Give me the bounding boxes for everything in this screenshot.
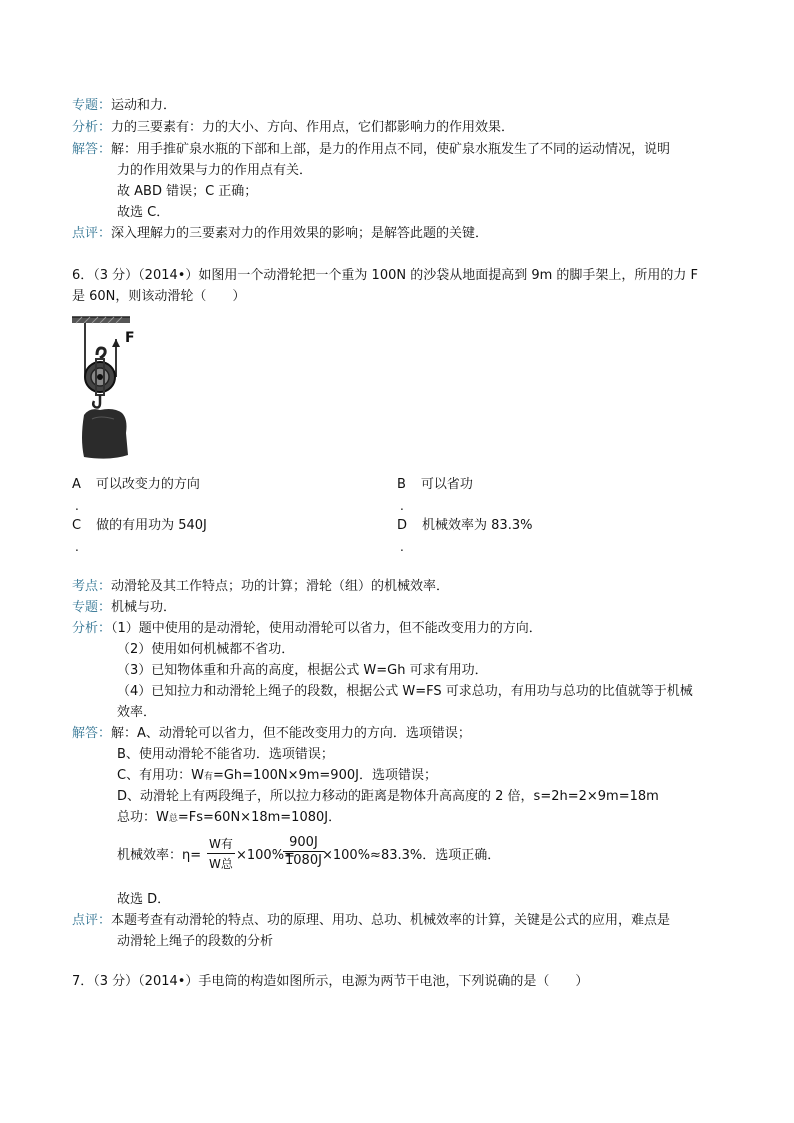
efficiency-fraction-numeric: $\frac{900J}{1080J}$	[285, 835, 322, 868]
q5-fenxi: 分析：力的三要素有：力的大小、方向、作用点，它们都影响力的作用效果．	[72, 120, 515, 135]
q6-fenxi-line5: 效率．	[117, 705, 157, 720]
sandbag-shape	[82, 409, 128, 459]
q6-jieda-line5: 总功：W总=Fs=60N×18m=1080J．	[117, 810, 342, 825]
q5-dianping: 点评：深入理解力的三要素对力的作用效果的影响；是解答此题的关键．	[72, 226, 489, 241]
option-b[interactable]: B 可以省功	[397, 477, 473, 492]
q6-zhuanti: 专题：机械与功．	[72, 600, 177, 615]
efficiency-mid: ×100%=	[236, 848, 295, 863]
q6-jieda-line3: C、有用功：W有=Gh=100N×9m=900J．选项错误；	[117, 768, 437, 783]
q5-jieda-line3: 故 ABD 错误；C 正确；	[117, 184, 258, 199]
q6-jieda-final: 故选 D．	[117, 892, 171, 907]
q6-jieda: 解答：解：A、动滑轮可以省力，但不能改变用力的方向．选项错误；	[72, 726, 471, 741]
q6-dianping: 点评：本题考查有动滑轮的特点、功的原理、用功、总功、机械效率的计算，关键是公式的应用，难点是	[72, 913, 671, 928]
force-label: F	[125, 330, 135, 346]
force-arrow-icon	[112, 339, 120, 347]
q6-fenxi-line2: （2）使用如何机械都不省功．	[117, 642, 295, 657]
q5-zhuanti: 专题：运动和力．	[72, 98, 177, 113]
pulley-hook-top-icon	[97, 348, 105, 358]
option-a[interactable]: A 可以改变力的方向	[72, 477, 200, 492]
q5-jieda-line2: 力的作用效果与力的作用点有关．	[117, 163, 313, 178]
q6-fenxi: 分析：（1）题中使用的是动滑轮，使用动滑轮可以省力，但不能改变用力的方向．	[72, 621, 542, 636]
q6-fenxi-line3: （3）已知物体重和升高的高度，根据公式 W=Gh 可求有用功．	[117, 663, 488, 678]
q6-dianping-line2: 动滑轮上绳子的段数的分析	[117, 934, 274, 949]
q6-jieda-line4: D、动滑轮上有两段绳子，所以拉力移动的距离是物体升高高度的 2 倍，s=2h=2×9m=18m	[117, 789, 659, 804]
option-a-dot: .	[75, 499, 79, 513]
option-b-dot: .	[400, 499, 404, 513]
option-d[interactable]: D 机械效率为 83.3%	[397, 518, 533, 533]
q6-kaodian: 考点：动滑轮及其工作特点；功的计算；滑轮（组）的机械效率．	[72, 579, 450, 594]
efficiency-suffix: ×100%≈83.3%．选项正确．	[322, 848, 501, 863]
option-d-dot: .	[400, 540, 404, 554]
efficiency-prefix: 机械效率：η=	[117, 848, 202, 863]
q6-stem-line2: 是 60N，则该动滑轮（ ）	[72, 289, 246, 304]
q6-jieda-line2: B、使用动滑轮不能省功．选项错误；	[117, 747, 334, 762]
option-c-dot: .	[75, 540, 79, 554]
pulley-figure	[70, 315, 140, 465]
hook-icon	[93, 395, 100, 408]
q5-jieda: 解答：解：用手推矿泉水瓶的下部和上部，是力的作用点不同，使矿泉水瓶发生了不同的运动情况，说明	[72, 142, 671, 157]
efficiency-fraction-symbolic: W有 W总	[209, 837, 233, 871]
q5-jieda-line4: 故选 C．	[117, 205, 170, 220]
q6-stem-line1: 6．（3 分）（2014•）如图用一个动滑轮把一个重为 100N 的沙袋从地面提高到 9m 的脚手架上，所用的力 F	[72, 268, 699, 283]
option-c[interactable]: C 做的有用功为 540J	[72, 518, 207, 533]
q6-fenxi-line4: （4）已知拉力和动滑轮上绳子的段数，根据公式 W=FS 可求总功，有用功与总功的比值就等于机械	[117, 684, 693, 699]
q7-stem-line1: 7．（3 分）（2014•）手电筒的构造如图所示，电源为两节干电池，下列说确的是（ ）	[72, 974, 589, 989]
